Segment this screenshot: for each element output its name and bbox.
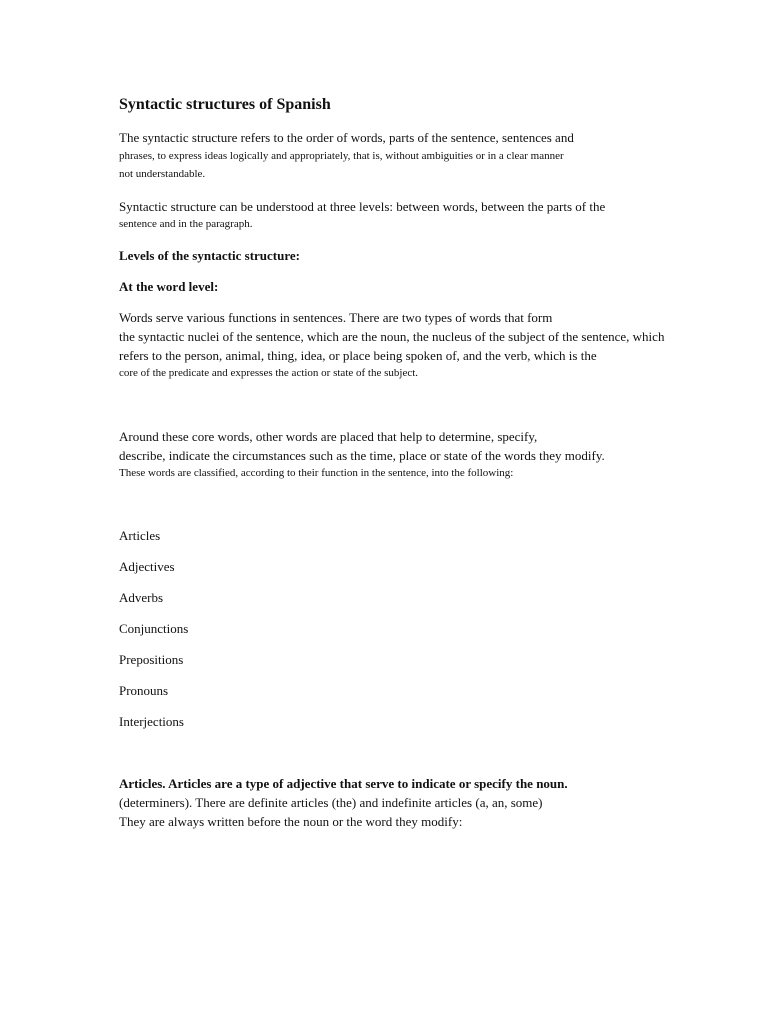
word-level-line-2: the syntactic nuclei of the sentence, which are the noun, the nucleus of the subject of the sentence, which [119, 329, 665, 344]
list-item-interjections: Interjections [119, 714, 184, 729]
list-item-articles: Articles [119, 528, 161, 543]
articles-line-2: They are always written before the noun or the word they modify: [119, 814, 463, 829]
word-level-line-4: core of the predicate and expresses the action or state of the subject. [119, 367, 419, 379]
list-item-conjunctions: Conjunctions [119, 621, 189, 636]
heading-levels: Levels of the syntactic structure: [119, 248, 300, 263]
heading-word-level: At the word level: [119, 279, 219, 294]
levels-line-2: sentence and in the paragraph. [119, 218, 253, 230]
page-title: Syntactic structures of Spanish [119, 96, 331, 113]
list-item-prepositions: Prepositions [119, 652, 184, 667]
around-line-3: These words are classified, according to their function in the sentence, into the following: [119, 467, 514, 479]
list-item-pronouns: Pronouns [119, 683, 169, 698]
word-level-line-3: refers to the person, animal, thing, idea, or place being spoken of, and the verb, which is the [119, 348, 597, 363]
intro-line-3: not understandable. [119, 168, 206, 180]
intro-line-1: The syntactic structure refers to the order of words, parts of the sentence, sentences and [119, 130, 574, 145]
list-item-adjectives: Adjectives [119, 559, 175, 574]
list-item-adverbs: Adverbs [119, 590, 164, 605]
around-line-1: Around these core words, other words are placed that help to determine, specify, [119, 429, 538, 444]
word-level-line-1: Words serve various functions in sentences. There are two types of words that form [119, 310, 553, 325]
articles-heading: Articles. Articles are a type of adjective that serve to indicate or specify the noun. [119, 776, 568, 791]
around-line-2: describe, indicate the circumstances such as the time, place or state of the words they modify. [119, 448, 605, 463]
intro-line-2: phrases, to express ideas logically and appropriately, that is, without ambiguities or in a clear manner [119, 150, 564, 162]
articles-line-1: (determiners). There are definite articles (the) and indefinite articles (a, an, some) [119, 795, 543, 810]
levels-line-1: Syntactic structure can be understood at three levels: between words, between the parts of the [119, 199, 606, 214]
